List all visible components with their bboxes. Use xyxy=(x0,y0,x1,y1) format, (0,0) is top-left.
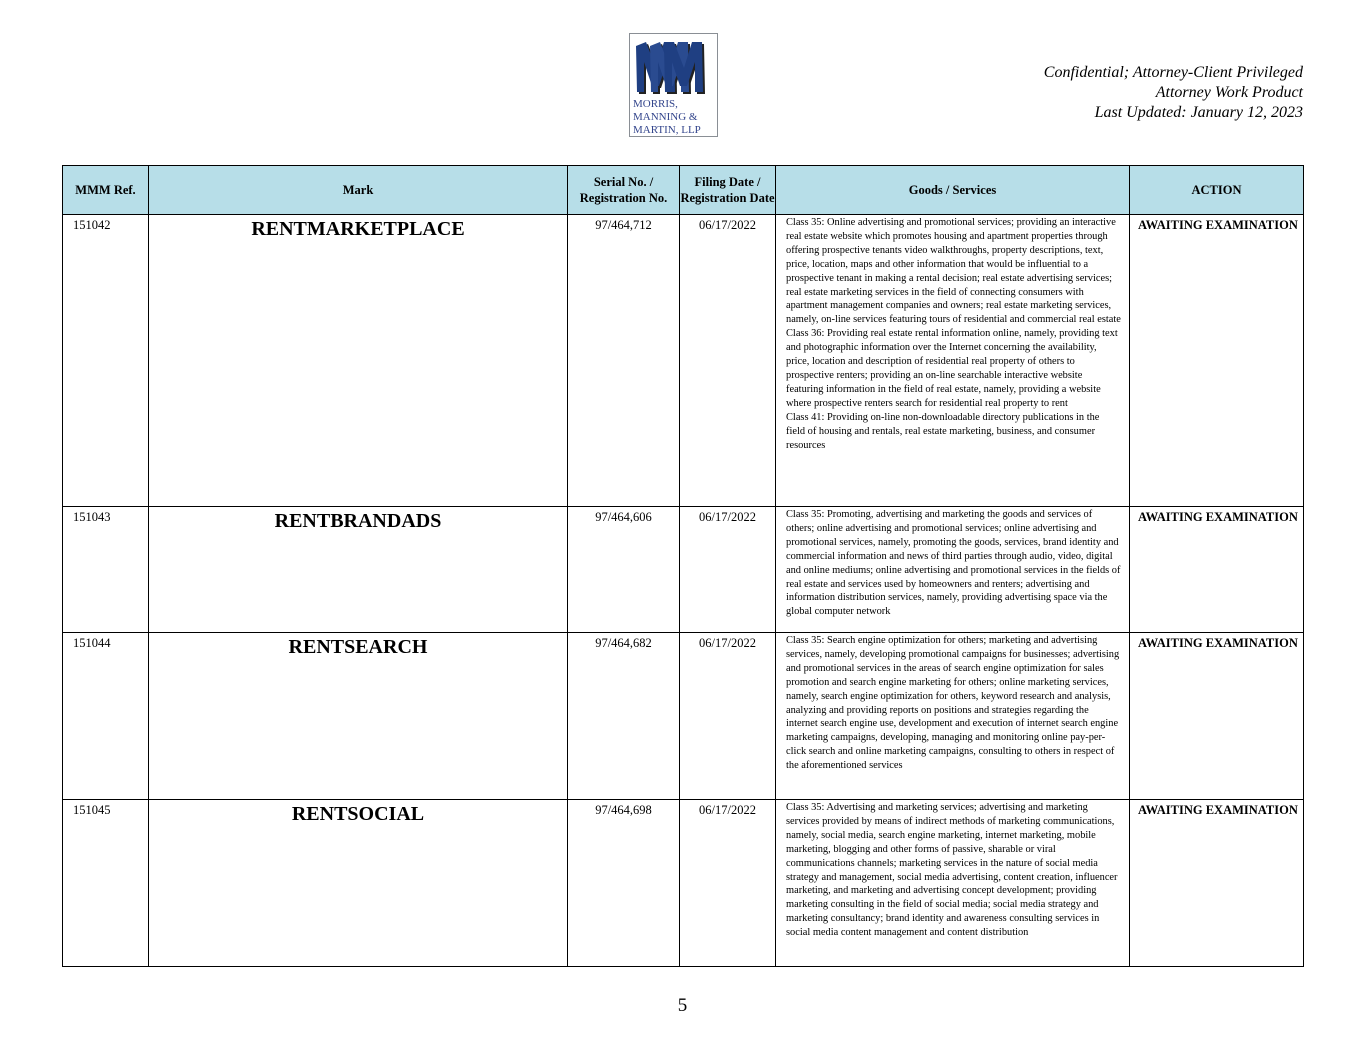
mark-text: RENTSEARCH xyxy=(288,636,428,658)
mmm-monogram-icon xyxy=(636,42,705,94)
ref-cell: 151045 xyxy=(63,800,149,967)
goods-cell xyxy=(776,800,1130,967)
page-number: 5 xyxy=(677,995,688,1016)
goods-cell xyxy=(776,633,1130,800)
filing-cell: 06/17/2022 xyxy=(680,633,776,800)
privilege-line: Confidential; Attorney-Client Privileged xyxy=(1043,64,1303,81)
serial-cell: 97/464,712 xyxy=(568,215,680,507)
mark-text: RENTBRANDADS xyxy=(274,510,442,532)
goods-cell xyxy=(776,215,1130,507)
mark-text: RENTMARKETPLACE xyxy=(251,218,465,240)
ref-cell: 151043 xyxy=(63,507,149,633)
mark-cell xyxy=(149,800,568,967)
goods-class-text: Class 35: Search engine optimization for others; marketing and advertising services, namely, developing promotional campaigns for businesses; advertising and promotional services in the areas of search engine optimization for sales promotion and search engine marketing for others; online marketing services, namely, search engine optimization for others, keyword research and analysis, analyzing and providing reports on positions and strategies regarding the internet search engine use, development and execution of internet search engine marketing campaigns, developing, managing and monitoring online pay-per-click search and online marketing campaigns, consulting to others in respect of the aforementioned services xyxy=(786,635,1120,772)
col-header-ref: MMM Ref. xyxy=(63,166,149,215)
serial-cell: 97/464,682 xyxy=(568,633,680,800)
table-row xyxy=(63,633,1304,800)
goods-class-text: Class 35: Online advertising and promotional services; providing an interactive real estate website which promotes housing and apartment properties through offering prospective tenants video walkthroughs, property descriptions, text, price, location, maps and other information that would be influential to a prospective tenant in making a rental decision; real estate advertising services; real estate marketing services in the field of connecting consumers with apartment management companies and owners; real estate marketing services, namely, on-line services featuring tours of residential and commercial real estate xyxy=(786,217,1121,326)
goods-class-text: Class 35: Advertising and marketing services; advertising and marketing services provided by means of indirect methods of marketing communications, namely, social media, search engine marketing, internet marketing, mobile marketing, blogging and other forms of passive, sharable or viral communications channels; marketing services in the nature of social media strategy and management, social media advertising, content creation, influencer marketing, and marketing and advertising concept development; providing marketing consulting in the field of social media; social media strategy and marketing consultancy; brand identity and awareness consulting services in social media content management and content distribution xyxy=(786,802,1118,939)
last-updated-line: Last Updated: January 12, 2023 xyxy=(1094,104,1303,121)
action-status: AWAITING EXAMINATION xyxy=(1130,215,1304,507)
filing-cell: 06/17/2022 xyxy=(680,215,776,507)
action-status: AWAITING EXAMINATION xyxy=(1130,800,1304,967)
work-product-line: Attorney Work Product xyxy=(1155,84,1303,101)
col-header-mark: Mark xyxy=(149,166,568,215)
col-header-action: ACTION xyxy=(1130,166,1304,215)
logo-line-1: MORRIS, xyxy=(633,98,678,110)
table-row xyxy=(63,507,1304,633)
col-header-goods: Goods / Services xyxy=(776,166,1130,215)
filing-cell: 06/17/2022 xyxy=(680,507,776,633)
action-status: AWAITING EXAMINATION xyxy=(1130,507,1304,633)
mark-cell xyxy=(149,507,568,633)
firm-logo-graphic xyxy=(630,34,717,136)
table-row xyxy=(63,800,1304,967)
table-header-row xyxy=(63,166,1304,215)
ref-cell: 151042 xyxy=(63,215,149,507)
col-header-filing: Filing Date / Registration Date xyxy=(680,166,776,215)
col-header-serial: Serial No. / Registration No. xyxy=(568,166,680,215)
serial-cell: 97/464,698 xyxy=(568,800,680,967)
action-status: AWAITING EXAMINATION xyxy=(1130,633,1304,800)
trademark-table xyxy=(62,165,1304,967)
mark-cell xyxy=(149,215,568,507)
goods-class-text: Class 35: Promoting, advertising and marketing the goods and services of others; online advertising and promotional services; online advertising and promotional services, namely, promoting the goods, services, brand identity and commercial information and news of third parties through audio, video, digital and online mediums; online advertising and promotional services in the fields of real estate and services used by homeowners and renters; advertising and information distribution services, namely, providing advertising space via the global computer network xyxy=(786,509,1121,618)
filing-cell: 06/17/2022 xyxy=(680,800,776,967)
ref-cell: 151044 xyxy=(63,633,149,800)
logo-line-2: MANNING & xyxy=(633,111,698,123)
mark-text: RENTSOCIAL xyxy=(291,803,425,825)
goods-cell xyxy=(776,507,1130,633)
logo-line-3: MARTIN, LLP xyxy=(633,124,701,136)
mark-cell xyxy=(149,633,568,800)
serial-cell: 97/464,606 xyxy=(568,507,680,633)
firm-logo xyxy=(629,33,718,137)
goods-class-text: Class 36: Providing real estate rental information online, namely, providing text and photographic information over the Internet concerning the availability, price, location and description of residential real property of others to prospective renters; providing an on-line searchable interactive website featuring information in the field of real estate, namely, providing a website where prospective renters search for residential real property to rent xyxy=(786,328,1118,409)
goods-class-text: Class 41: Providing on-line non-downloadable directory publications in the field of housing and rentals, real estate marketing, business, and consumer resources xyxy=(786,411,1100,451)
confidentiality-notice xyxy=(1044,63,1303,123)
table-row xyxy=(63,215,1304,507)
